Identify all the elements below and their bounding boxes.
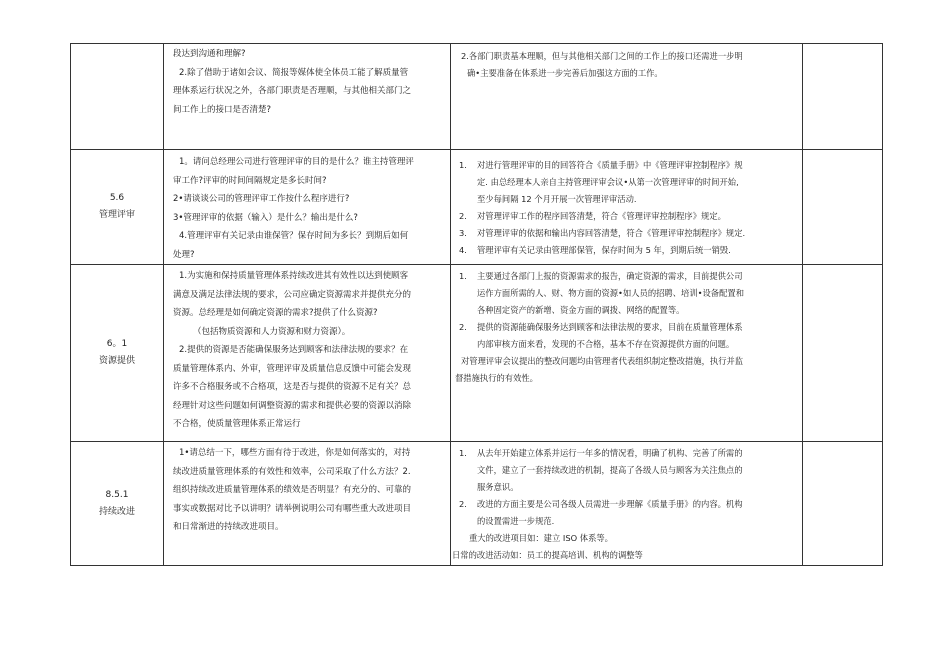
- answer-item: 文件，建立了一套持续改进的机制，提高了各级人员与顾客为关注焦点的: [477, 465, 743, 475]
- answer-line: 2.各部门职责基本理顺，但与其他相关部门之间的工作上的接口还需进一步明: [461, 51, 743, 61]
- question-line: 许多不合格服务或不合格项，这是否与提供的资源不足有关？总: [173, 382, 412, 392]
- answer-line: 确•主要准备在体系进一步完善后加强这方面的工作。: [467, 68, 663, 78]
- answer-cell: [451, 442, 803, 566]
- answer-item: 各种固定资产的新增、资金方面的调拨、网络的配置等。: [477, 305, 685, 315]
- question-line: 4.管理评审有关记录由谁保管？保存时间为多长？到期后如何: [179, 231, 409, 241]
- answer-item: 的设置需进一步规范.: [477, 516, 555, 526]
- question-line: 处理?: [173, 249, 195, 260]
- clause-number: 8.5.1: [105, 489, 129, 500]
- answer-item: 2. 提供的资源能确保服务达到顾客和法律法规的要求，目前在质量管理体系: [459, 322, 743, 332]
- question-line: 不合格，使质量管理体系正常运行: [173, 419, 301, 429]
- answer-item: 1. 对进行管理评审的目的回答符合《质量手册》中《管理评审控制程序》规: [459, 160, 743, 170]
- answer-item: 1. 从去年开始建立体系并运行一年多的情况看，明确了机构、完善了所需的: [459, 448, 743, 458]
- table-row: [71, 442, 883, 566]
- clause-cell: [71, 265, 164, 442]
- question-line: 3•管理评审的依据（输入）是什么？输出是什么?: [173, 212, 358, 223]
- clause-name: 持续改进: [98, 506, 135, 517]
- question-line: 1。请问总经理公司进行管理评审的目的是什么？谁主持管理评: [179, 157, 414, 167]
- answer-cell: [451, 44, 803, 150]
- question-line: 1.为实施和保持质量管理体系持续改进其有效性以达到使顾客: [179, 271, 409, 281]
- question-cell: [164, 265, 451, 442]
- question-line: 资源。总经理是如何确定资源的需求?提供了什么资源?: [173, 308, 378, 318]
- question-line: 1•请总结一下，哪些方面有待于改进，你是如何落实的，对持: [179, 448, 411, 458]
- answer-line: 督措施执行的有效性。: [455, 373, 538, 383]
- answer-item: 内部审核方面来看，发现的不合格，基本不存在资源提供方面的问题。: [477, 339, 735, 349]
- clause-number: 5.6: [109, 193, 125, 203]
- answer-item: 运作方面所需的人、财、物方面的资源•如人员的招聘、培训•设备配置和: [477, 288, 744, 298]
- clause-name: 资源提供: [98, 356, 135, 366]
- question-line: 质量管理体系内、外审，管理评审及质量信息反馈中可能会发现: [173, 363, 412, 374]
- question-line: （包括物质资源和人力资源和财力资源）。: [193, 326, 351, 337]
- answer-item: 定. 由总经理本人亲自主持管理评审会议•从第一次管理评审的时间开始,: [477, 177, 739, 187]
- clause-name: 管理评审: [98, 210, 135, 220]
- table-row: [71, 150, 883, 265]
- question-cell: [164, 442, 451, 566]
- question-line: 和日常渐进的持续改进项目。: [173, 522, 284, 532]
- answer-item: 1. 主要通过各部门上报的资源需求的报告，确定资源的需求，目前提供公司: [459, 271, 743, 281]
- table-row: [71, 265, 883, 442]
- question-line: 2•请谈谈公司的管理评审工作按什么程序进行?: [173, 194, 350, 204]
- question-line: 理体系运行状况之外，各部门职责是否理顺，与其他相关部门之: [173, 86, 412, 96]
- question-line: 组织持续改进质量管理体系的绩效是否明显？有充分的、可靠的: [173, 485, 412, 495]
- question-cell: [164, 150, 451, 265]
- audit-record-table: [70, 43, 883, 566]
- clause-number: 6。1: [106, 339, 128, 349]
- question-line: 满意及满足法律法规的要求，公司应确定资源需求并提供充分的: [173, 289, 412, 300]
- table-row: [71, 44, 883, 150]
- question-line: 审工作?评审的时间间隔规定是多长时间?: [173, 175, 327, 186]
- question-line: 续改进质量管理体系的有效性和效率，公司采取了什么方法？2.: [173, 466, 411, 477]
- answer-cell: [451, 265, 803, 442]
- answer-item: 2. 改进的方面主要是公司各级人员需进一步理解《质量手册》的内容。机构: [459, 499, 743, 509]
- answer-item: 2. 对管理评审工作的程序回答清楚，符合《管理评审控制程序》规定。: [459, 211, 726, 221]
- question-line: 2.除了借助于诸如会议、简报等媒体使全体员工能了解质量管: [179, 67, 409, 78]
- answer-cell: [451, 150, 803, 265]
- answer-item: 4. 管理评审有关记录由管理部保管，保存时间为 5 年，到期后统一销毁.: [459, 245, 731, 255]
- question-line: 事实或数据对比予以讲明？请举例说明公司有哪些重大改进项目: [173, 503, 412, 514]
- question-line: 经理针对这些问题如何调整资源的需求和提供必要的资源以消除: [173, 400, 412, 411]
- question-line: 段达到沟通和理解?: [173, 49, 246, 59]
- answer-line: 重大的改进项目如：建立 ISO 体系等。: [469, 533, 613, 543]
- answer-item: 至少每间隔 12 个月开展一次管理评审活动.: [477, 194, 637, 204]
- answer-line: 日常的改进活动如：员工的提高培训、机构的调整等: [452, 550, 643, 560]
- question-line: 2.提供的资源是否能确保服务达到顾客和法律法规的要求？在: [179, 345, 409, 355]
- answer-item: 服务意识。: [477, 482, 519, 492]
- answer-item: 3. 对管理评审的依据和输出内容回答清楚，符合《管理评审控制程序》规定.: [459, 228, 746, 238]
- question-line: 间工作上的接口是否清楚?: [173, 104, 272, 115]
- answer-line: 对管理评审会议提出的整改问题均由管理者代表组织制定整改措施，执行并监: [461, 356, 744, 366]
- remarks-cell: [803, 265, 883, 442]
- clause-cell: [71, 442, 164, 566]
- remarks-cell: [803, 150, 883, 265]
- clause-cell: [71, 44, 164, 150]
- remarks-cell: [803, 44, 883, 150]
- question-cell: [164, 44, 451, 150]
- clause-cell: [71, 150, 164, 265]
- remarks-cell: [803, 442, 883, 566]
